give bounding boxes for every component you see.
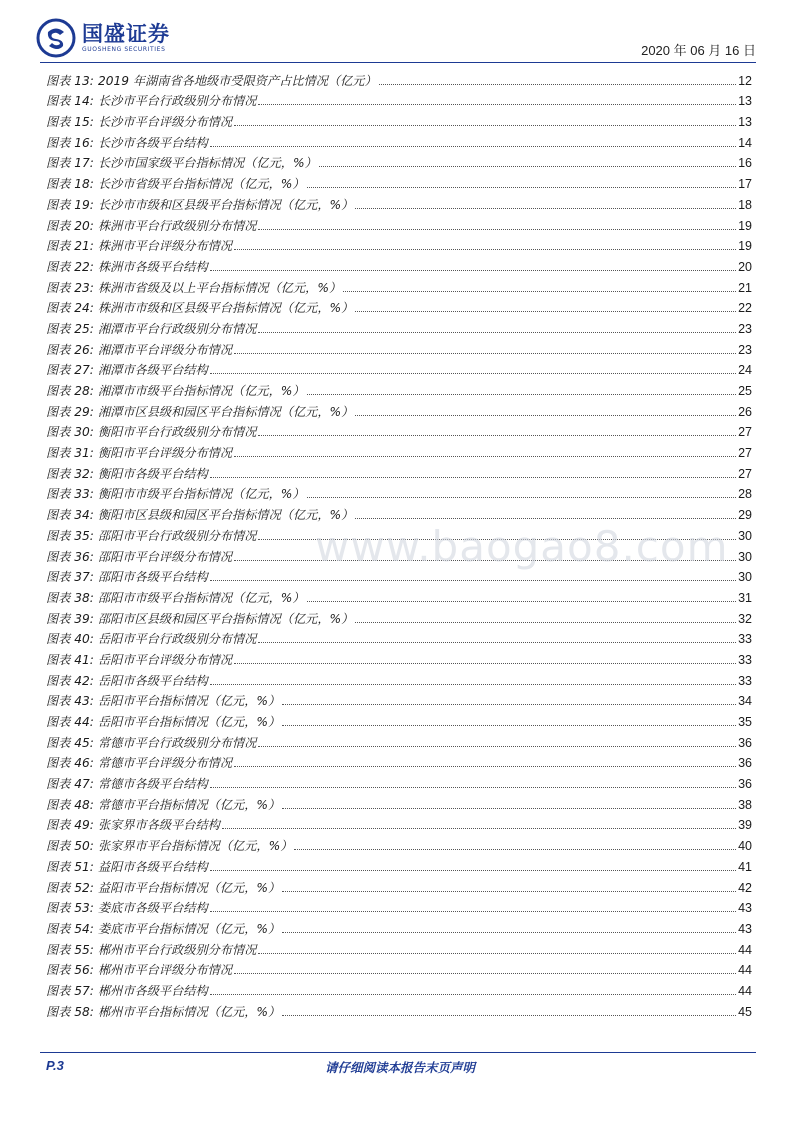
toc-entry-page: 38 <box>738 797 752 812</box>
toc-entry-label <box>46 529 256 544</box>
toc-entry-title: 株洲市各级平台结构 <box>98 259 208 274</box>
toc-entry-label <box>46 653 232 668</box>
toc-entry-label <box>46 612 353 627</box>
toc-entry-number: 图表 48: <box>46 797 94 812</box>
toc-entry-title: 株洲市市级和区县级平台指标情况（亿元，%） <box>98 301 354 316</box>
toc-entry-number: 图表 23: <box>46 280 94 295</box>
toc-entry-page: 42 <box>738 880 752 895</box>
toc-dot-leader <box>210 580 736 581</box>
toc-entry-label <box>46 901 208 916</box>
toc-entry-number: 图表 25: <box>46 321 94 336</box>
toc-entry-label <box>46 467 208 482</box>
toc-entry-label <box>46 343 232 358</box>
toc-dot-leader <box>355 622 736 623</box>
toc-dot-leader <box>282 725 736 726</box>
toc-entry-page: 12 <box>738 73 752 88</box>
toc-entry-title: 湘潭市平台评级分布情况 <box>98 342 233 357</box>
toc-entry[interactable] <box>46 234 752 255</box>
toc-entry[interactable] <box>46 606 752 627</box>
toc-entry-title: 益阳市各级平台结构 <box>98 859 208 874</box>
toc-entry[interactable] <box>46 751 752 772</box>
toc-entry[interactable] <box>46 461 752 482</box>
toc-entry[interactable] <box>46 254 752 275</box>
toc-entry-page: 44 <box>738 983 752 998</box>
toc-entry-number: 图表 54: <box>46 921 94 936</box>
toc-entry-number: 图表 42: <box>46 673 94 688</box>
toc-entry-number: 图表 18: <box>46 177 94 192</box>
toc-entry-number: 图表 27: <box>46 363 94 378</box>
toc-entry-title: 邵阳市各级平台结构 <box>98 570 208 585</box>
toc-entry-page: 32 <box>738 611 752 626</box>
toc-entry[interactable] <box>46 378 752 399</box>
toc-entry-label <box>46 777 208 792</box>
toc-dot-leader <box>258 332 736 333</box>
toc-entry[interactable] <box>46 109 752 130</box>
toc-entry-title: 长沙市各级平台结构 <box>98 135 208 150</box>
toc-entry[interactable] <box>46 502 752 523</box>
toc-entry-title: 常德市平台行政级别分布情况 <box>98 735 257 750</box>
toc-dot-leader <box>234 249 736 250</box>
toc-entry-page: 34 <box>738 694 752 709</box>
toc-entry-label <box>46 881 280 896</box>
toc-entry[interactable] <box>46 296 752 317</box>
toc-dot-leader <box>234 353 736 354</box>
toc-entry-label <box>46 219 256 234</box>
toc-entry[interactable] <box>46 896 752 917</box>
toc-entry[interactable] <box>46 668 752 689</box>
toc-entry-page: 44 <box>738 963 752 978</box>
toc-entry-title: 长沙市平台行政级别分布情况 <box>98 94 257 109</box>
toc-dot-leader <box>258 229 736 230</box>
toc-entry-title: 邵阳市平台评级分布情况 <box>98 549 233 564</box>
toc-entry-label <box>46 839 292 854</box>
toc-entry[interactable] <box>46 937 752 958</box>
toc-entry-label <box>46 136 208 151</box>
toc-dot-leader <box>234 125 736 126</box>
toc-entry-title: 岳阳市平台指标情况（亿元，%） <box>98 715 281 729</box>
toc-entry-number: 图表 47: <box>46 777 94 792</box>
toc-entry-title: 衡阳市平台行政级别分布情况 <box>98 425 257 440</box>
toc-entry[interactable] <box>46 709 752 730</box>
toc-entry-page: 41 <box>738 859 752 874</box>
toc-entry-page: 33 <box>738 632 752 647</box>
toc-entry-label <box>46 177 305 192</box>
toc-entry-title: 常德市平台评级分布情况 <box>98 756 233 771</box>
toc-entry-title: 岳阳市平台指标情况（亿元，%） <box>98 694 281 709</box>
toc-entry-page: 36 <box>738 756 752 771</box>
toc-entry-number: 图表 22: <box>46 259 94 274</box>
page-number: P.3 <box>46 1058 64 1073</box>
toc-entry-title: 张家界市平台指标情况（亿元，%） <box>98 839 293 854</box>
toc-entry-page: 30 <box>738 570 752 585</box>
toc-entry[interactable] <box>46 275 752 296</box>
toc-entry[interactable] <box>46 89 752 110</box>
toc-entry-page: 18 <box>738 197 752 212</box>
toc-entry-label <box>46 591 305 606</box>
toc-entry-title: 衡阳市市级平台指标情况（亿元，%） <box>98 487 305 502</box>
toc-entry[interactable] <box>46 792 752 813</box>
toc-dot-leader <box>355 518 736 519</box>
report-date: 2020 年 06 月 16 日 <box>641 43 756 58</box>
toc-entry[interactable] <box>46 68 752 89</box>
toc-dot-leader <box>282 891 736 892</box>
toc-dot-leader <box>307 497 737 498</box>
toc-entry-page: 13 <box>738 94 752 109</box>
toc-entry-number: 图表 35: <box>46 528 94 543</box>
toc-entry[interactable] <box>46 130 752 151</box>
toc-entry-page: 30 <box>738 549 752 564</box>
toc-entry-page: 26 <box>738 404 752 419</box>
toc-entry-number: 图表 33: <box>46 487 94 502</box>
toc-entry-title: 常德市平台指标情况（亿元，%） <box>98 797 281 812</box>
toc-entry-label <box>46 632 256 647</box>
toc-entry-label <box>46 198 353 213</box>
toc-entry-title: 衡阳市平台评级分布情况 <box>98 446 233 461</box>
toc-entry-label <box>46 984 208 999</box>
toc-entry-number: 图表 45: <box>46 735 94 750</box>
toc-entry-number: 图表 14: <box>46 94 94 109</box>
toc-entry-label <box>46 550 232 565</box>
toc-entry-label <box>46 363 208 378</box>
toc-dot-leader <box>258 104 736 105</box>
toc-entry-title: 邵阳市平台行政级别分布情况 <box>98 528 257 543</box>
toc-entry-label <box>46 260 208 275</box>
toc-entry-label <box>46 756 232 771</box>
toc-dot-leader <box>210 994 736 995</box>
toc-entry-number: 图表 56: <box>46 963 94 978</box>
toc-entry-label <box>46 301 353 316</box>
toc-entry-number: 图表 17: <box>46 156 94 171</box>
toc-entry-number: 图表 36: <box>46 549 94 564</box>
toc-entry-label <box>46 1005 280 1020</box>
footer-divider <box>40 1052 756 1053</box>
toc-dot-leader <box>379 84 736 85</box>
toc-entry-page: 23 <box>738 342 752 357</box>
toc-entry-number: 图表 21: <box>46 239 94 254</box>
toc-entry-title: 株洲市平台行政级别分布情况 <box>98 218 257 233</box>
toc-entry-label <box>46 943 256 958</box>
toc-entry-title: 湘潭市平台行政级别分布情况 <box>98 321 257 336</box>
toc-entry-label <box>46 74 377 89</box>
toc-entry-title: 2019 年湖南省各地级市受限资产占比情况（亿元） <box>98 73 377 88</box>
toc-entry[interactable] <box>46 213 752 234</box>
toc-entry-page: 31 <box>738 590 752 605</box>
toc-entry[interactable] <box>46 875 752 896</box>
toc-entry-page: 14 <box>738 135 752 150</box>
toc-dot-leader <box>307 394 737 395</box>
toc-entry-label <box>46 281 341 296</box>
toc-entry[interactable] <box>46 813 752 834</box>
toc-dot-leader <box>234 973 736 974</box>
toc-entry-label <box>46 798 280 813</box>
toc-entry-label <box>46 405 353 420</box>
toc-entry-page: 16 <box>738 156 752 171</box>
toc-entry-number: 图表 55: <box>46 942 94 957</box>
toc-entry-number: 图表 29: <box>46 404 94 419</box>
toc-entry-page: 28 <box>738 487 752 502</box>
toc-entry-number: 图表 32: <box>46 466 94 481</box>
toc-entry-page: 22 <box>738 301 752 316</box>
toc-entry-label <box>46 818 220 833</box>
toc-entry-label <box>46 860 208 875</box>
toc-dot-leader <box>294 849 736 850</box>
toc-entry-page: 44 <box>738 942 752 957</box>
toc-entry-label <box>46 674 208 689</box>
toc-entry-title: 郴州市平台行政级别分布情况 <box>98 942 257 957</box>
toc-entry-title: 湘潭市各级平台结构 <box>98 363 208 378</box>
toc-dot-leader <box>210 870 736 871</box>
toc-entry[interactable] <box>46 958 752 979</box>
toc-entry[interactable] <box>46 730 752 751</box>
toc-entry[interactable] <box>46 627 752 648</box>
toc-dot-leader <box>222 828 736 829</box>
toc-entry-title: 郴州市平台评级分布情况 <box>98 963 233 978</box>
toc-entry[interactable] <box>46 916 752 937</box>
toc-dot-leader <box>210 146 736 147</box>
toc-entry-page: 19 <box>738 218 752 233</box>
toc-entry-number: 图表 26: <box>46 342 94 357</box>
toc-entry[interactable] <box>46 337 752 358</box>
toc-entry-page: 36 <box>738 777 752 792</box>
toc-dot-leader <box>355 208 736 209</box>
toc-entry-number: 图表 50: <box>46 839 94 854</box>
toc-entry-number: 图表 57: <box>46 983 94 998</box>
toc-entry-title: 长沙市国家级平台指标情况（亿元，%） <box>98 156 317 171</box>
toc-entry-title: 张家界市各级平台结构 <box>98 818 220 833</box>
toc-entry-number: 图表 24: <box>46 301 94 316</box>
toc-dot-leader <box>210 373 736 374</box>
toc-entry-number: 图表 20: <box>46 218 94 233</box>
toc-dot-leader <box>210 911 736 912</box>
toc-entry[interactable] <box>46 833 752 854</box>
toc-entry-label <box>46 508 353 523</box>
toc-entry-page: 33 <box>738 652 752 667</box>
toc-entry-title: 邵阳市市级平台指标情况（亿元，%） <box>98 590 305 605</box>
guosheng-logo-icon <box>36 18 76 58</box>
toc-dot-leader <box>282 932 736 933</box>
toc-entry-label <box>46 156 317 171</box>
toc-dot-leader <box>258 953 736 954</box>
disclaimer-note: 请仔细阅读本报告末页声明 <box>324 1060 475 1075</box>
toc-entry[interactable] <box>46 440 752 461</box>
toc-dot-leader <box>282 808 736 809</box>
toc-entry[interactable] <box>46 171 752 192</box>
toc-entry-label <box>46 239 232 254</box>
toc-dot-leader <box>319 166 736 167</box>
toc-entry[interactable] <box>46 420 752 441</box>
toc-entry-number: 图表 34: <box>46 508 94 523</box>
toc-entry-title: 湘潭市区县级和园区平台指标情况（亿元，%） <box>98 404 354 419</box>
watermark: www.baogao8.com <box>315 522 729 571</box>
toc-entry[interactable] <box>46 854 752 875</box>
toc-entry-title: 长沙市省级平台指标情况（亿元，%） <box>98 177 305 192</box>
toc-entry[interactable] <box>46 585 752 606</box>
toc-entry[interactable] <box>46 151 752 172</box>
toc-entry-title: 常德市各级平台结构 <box>98 777 208 792</box>
toc-entry-page: 40 <box>738 839 752 854</box>
toc-entry-page: 27 <box>738 466 752 481</box>
toc-entry-page: 35 <box>738 715 752 729</box>
toc-entry-label <box>46 115 232 130</box>
toc-entry-title: 株洲市省级及以上平台指标情况（亿元，%） <box>98 280 342 295</box>
toc-entry-page: 24 <box>738 363 752 378</box>
toc-entry-page: 43 <box>738 921 752 936</box>
toc-entry-number: 图表 41: <box>46 652 94 667</box>
toc-entry[interactable] <box>46 316 752 337</box>
toc-entry-number: 图表 46: <box>46 756 94 771</box>
toc-entry-label <box>46 736 256 751</box>
toc-entry-title: 长沙市市级和区县级平台指标情况（亿元，%） <box>98 197 354 212</box>
toc-entry-number: 图表 16: <box>46 135 94 150</box>
toc-entry-title: 岳阳市各级平台结构 <box>98 673 208 688</box>
toc-dot-leader <box>307 601 737 602</box>
toc-entry-number: 图表 28: <box>46 384 94 398</box>
toc-dot-leader <box>210 477 736 478</box>
toc-entry-number: 图表 52: <box>46 880 94 895</box>
toc-entry-number: 图表 44: <box>46 715 94 729</box>
toc-entry-label <box>46 425 256 440</box>
toc-entry-label <box>46 94 256 109</box>
toc-entry-number: 图表 31: <box>46 446 94 461</box>
toc-entry-title: 娄底市各级平台结构 <box>98 901 208 916</box>
toc-entry-title: 娄底市平台指标情况（亿元，%） <box>98 921 281 936</box>
toc-entry-title: 郴州市平台指标情况（亿元，%） <box>98 1004 281 1019</box>
toc-entry-number: 图表 13: <box>46 73 94 88</box>
toc-dot-leader <box>210 270 736 271</box>
toc-dot-leader <box>258 435 736 436</box>
logo-english-name: GUOSHENG SECURITIES <box>82 46 166 53</box>
toc-entry-title: 岳阳市平台评级分布情况 <box>98 652 233 667</box>
toc-entry-page: 20 <box>738 259 752 274</box>
toc-entry-page: 27 <box>738 446 752 461</box>
toc-dot-leader <box>210 684 736 685</box>
toc-entry-page: 43 <box>738 901 752 916</box>
company-logo <box>36 18 170 58</box>
toc-entry-label <box>46 446 232 461</box>
toc-entry-page: 21 <box>738 280 752 295</box>
toc-entry-page: 25 <box>738 384 752 398</box>
toc-entry[interactable] <box>46 399 752 420</box>
toc-entry-page: 13 <box>738 115 752 130</box>
toc-entry-number: 图表 38: <box>46 590 94 605</box>
toc-entry-label <box>46 570 208 585</box>
toc-dot-leader <box>282 704 736 705</box>
toc-entry[interactable] <box>46 771 752 792</box>
toc-entry-label <box>46 963 232 978</box>
toc-entry-page: 33 <box>738 673 752 688</box>
toc-dot-leader <box>234 456 736 457</box>
toc-entry-label <box>46 384 305 399</box>
toc-entry-page: 45 <box>738 1004 752 1019</box>
toc-entry-page: 19 <box>738 239 752 254</box>
toc-entry-label <box>46 322 256 337</box>
toc-dot-leader <box>282 1015 736 1016</box>
page-header <box>36 18 756 62</box>
toc-entry-number: 图表 49: <box>46 818 94 833</box>
toc-entry-label <box>46 922 280 937</box>
toc-entry-number: 图表 53: <box>46 901 94 916</box>
toc-dot-leader <box>307 187 737 188</box>
toc-entry-number: 图表 40: <box>46 632 94 647</box>
toc-dot-leader <box>258 746 736 747</box>
toc-entry-label <box>46 694 280 709</box>
toc-entry-page: 27 <box>738 425 752 440</box>
toc-entry-page: 17 <box>738 177 752 192</box>
toc-entry[interactable] <box>46 689 752 710</box>
toc-entry-title: 邵阳市区县级和园区平台指标情况（亿元，%） <box>98 611 354 626</box>
toc-entry-title: 湘潭市市级平台指标情况（亿元，%） <box>98 384 305 398</box>
toc-entry-title: 衡阳市各级平台结构 <box>98 466 208 481</box>
header-divider <box>40 62 756 63</box>
toc-entry-title: 益阳市平台指标情况（亿元，%） <box>98 880 281 895</box>
toc-dot-leader <box>234 766 736 767</box>
logo-chinese-name: 国盛证券 <box>82 22 170 46</box>
toc-entry-number: 图表 39: <box>46 611 94 626</box>
toc-entry-title: 长沙市平台评级分布情况 <box>98 115 233 130</box>
toc-entry-title: 衡阳市区县级和园区平台指标情况（亿元，%） <box>98 508 354 523</box>
toc-entry-number: 图表 19: <box>46 197 94 212</box>
toc-entry[interactable] <box>46 482 752 503</box>
toc-dot-leader <box>355 415 736 416</box>
toc-entry-title: 岳阳市平台行政级别分布情况 <box>98 632 257 647</box>
toc-dot-leader <box>234 663 736 664</box>
toc-dot-leader <box>343 291 736 292</box>
toc-entry-title: 株洲市平台评级分布情况 <box>98 239 233 254</box>
toc-entry-page: 39 <box>738 818 752 833</box>
toc-entry[interactable] <box>46 192 752 213</box>
toc-entry[interactable] <box>46 358 752 379</box>
toc-dot-leader <box>355 311 736 312</box>
toc-entry[interactable] <box>46 647 752 668</box>
toc-entry-number: 图表 15: <box>46 115 94 130</box>
toc-dot-leader <box>258 642 736 643</box>
toc-entry-page: 36 <box>738 735 752 750</box>
toc-dot-leader <box>210 787 736 788</box>
toc-entry-number: 图表 51: <box>46 859 94 874</box>
toc-entry-title: 郴州市各级平台结构 <box>98 983 208 998</box>
toc-entry-page: 29 <box>738 508 752 523</box>
toc-entry-label <box>46 487 305 502</box>
toc-entry[interactable] <box>46 999 752 1020</box>
toc-entry-number: 图表 58: <box>46 1004 94 1019</box>
toc-entry-number: 图表 30: <box>46 425 94 440</box>
toc-entry-label <box>46 715 280 730</box>
toc-entry-number: 图表 37: <box>46 570 94 585</box>
toc-entry-page: 30 <box>738 528 752 543</box>
toc-entry-page: 23 <box>738 321 752 336</box>
toc-entry[interactable] <box>46 978 752 999</box>
toc-entry-number: 图表 43: <box>46 694 94 709</box>
